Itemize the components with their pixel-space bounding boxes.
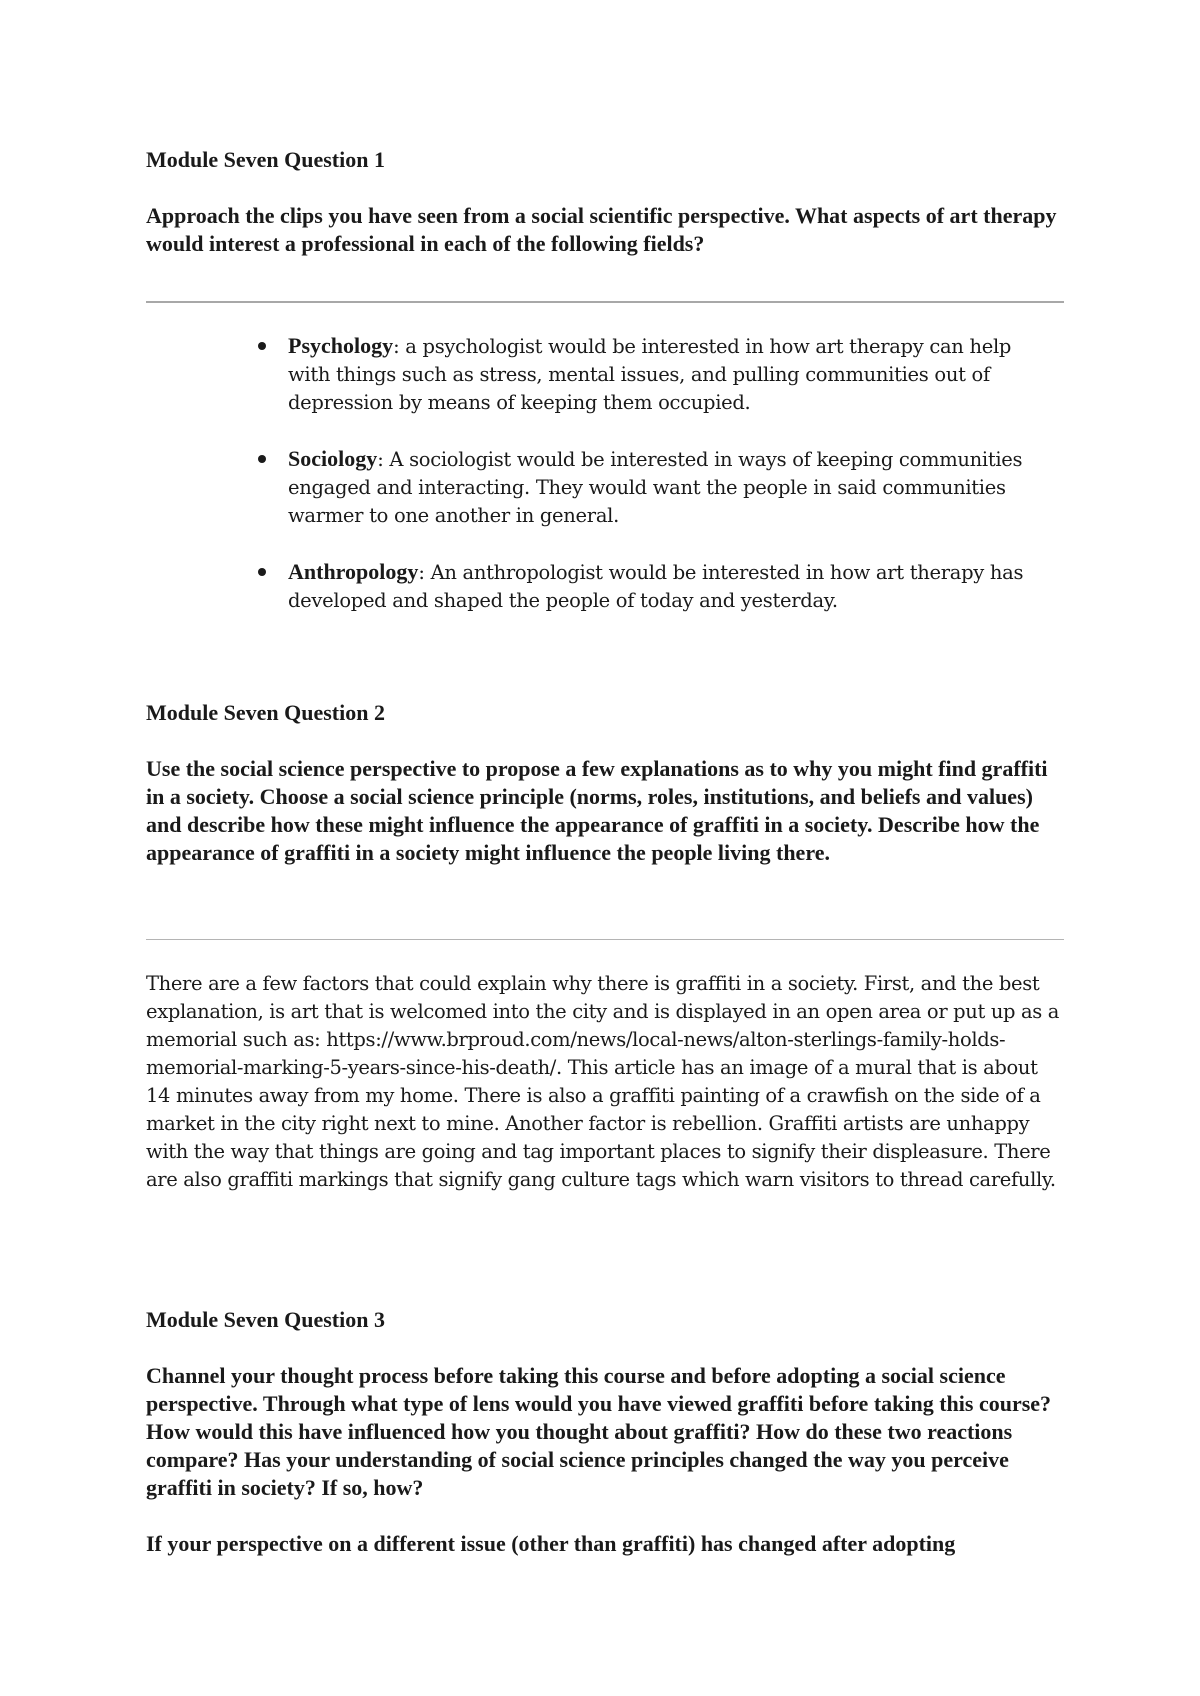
bullet-icon [258,342,266,350]
field-description: : A sociologist would be interested in ways of keeping communities engaged and interacting. They would want the people in said communities warmer to one another in general. [288,448,1023,527]
section-divider [146,301,1064,303]
section-divider [146,939,1064,940]
list-item-anthropology [288,558,1048,615]
field-description: : An anthropologist would be interested in how art therapy has developed and shaped the people of today and yesterday. [288,561,1024,612]
question-1-prompt: Approach the clips you have seen from a social scientific perspective. What aspects of art therapy would interest a professional in each of the following fields? [146,203,1057,256]
question-1-title: Module Seven Question 1 [146,147,385,172]
question-3-prompt: Channel your thought process before taking this course and before adopting a social science perspective. Through what type of lens would you have viewed graffiti before taking this course? How would this have influenced how you thought about graffiti? How do these two reactions compare? Has your understanding of social science principles changed the way you perceive graffiti in society? If so, how? [146,1363,1052,1500]
question-1-answer-list [288,332,1048,643]
question-3-title: Module Seven Question 3 [146,1307,385,1332]
field-term: Psychology [288,333,394,358]
question-2-prompt: Use the social science perspective to propose a few explanations as to why you might find graffiti in a society. Choose a social science principle (norms, roles, institutions, and beliefs and values) and describe how these might influence the appearance of graffiti in a society. Describe how the appearance of graffiti in a society might influence the people living there. [146,756,1048,865]
field-term: Sociology [288,446,378,471]
field-description: : a psychologist would be interested in how art therapy can help with things such as stress, mental issues, and pulling communities out of depression by means of keeping them occupied. [288,335,1012,414]
answer-text: There are a few factors that could explain why there is graffiti in a society. First, and the best explanation, is art that is welcomed into the city and is displayed in an open area or put up as a memorial such as: [146,972,1060,1051]
list-item-sociology [288,445,1048,530]
answer-text: . This article has an image of a mural that is about 14 minutes away from my home. There is also a graffiti painting of a crawfish on the side of a market in the city right next to mine. Another factor is rebellion. Graffiti artists are unhappy with the way that things are going and tag important places to signify their displeasure. There are also graffiti markings that signify gang culture tags which warn visitors to thread carefully. [146,1056,1056,1191]
bullet-icon [258,455,266,463]
question-2-title: Module Seven Question 2 [146,700,385,725]
field-term: Anthropology [288,559,419,584]
article-link[interactable]: https://www.brproud.com/news/local-news/alton-sterlings-family-holds-memorial-marking-5-years-since-his-death/ [146,1028,1006,1079]
bullet-icon [258,568,266,576]
question-3-prompt-continued: If your perspective on a different issue (other than graffiti) has changed after adopting [146,1531,956,1556]
list-item-psychology [288,332,1048,417]
question-2-answer [146,970,1064,1194]
